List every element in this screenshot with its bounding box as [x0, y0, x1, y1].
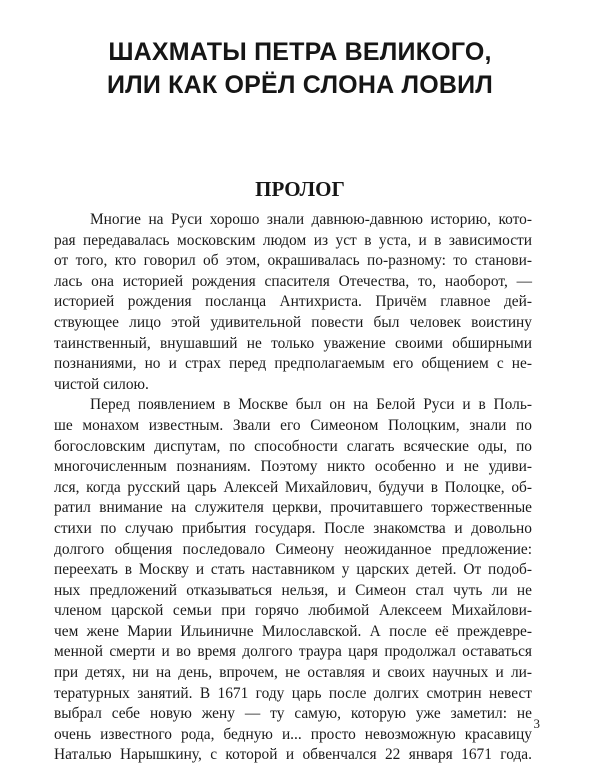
paragraph-line: богословским диспутам, по способности слагать всяческие оды, по: [54, 437, 532, 455]
paragraph-line: лась она историей рождения спасителя Отечества, то, наоборот, —: [54, 272, 532, 290]
paragraph-line: при детях, ни на день, впрочем, не оставляя и своих научных и ли-: [54, 664, 532, 682]
paragraph-line: историей рождения посланца Антихриста. Причём главное дей-: [54, 293, 532, 311]
paragraph-line: ратил внимание на служителя церкви, прочитавшего торжественные: [54, 499, 532, 517]
paragraph-line: Перед появлением в Москве был он на Белой Руси и в Поль-: [90, 396, 532, 414]
book-chapter-title: [0, 36, 600, 102]
paragraph-line: многочисленным познаниям. Поэтому никто особенно и не удиви-: [54, 458, 532, 476]
paragraph-line: выбрал себе новую жену — ту самую, которую уже заметил: не: [54, 705, 532, 723]
paragraph-line: долгого общения последовало Симеону неожиданное предложение:: [54, 540, 532, 558]
paragraph-line: стихи по случаю прибытия государя. После знакомства и довольно: [54, 519, 532, 537]
paragraph-line: менной смерти и во время долгого траура царя продолжал оставаться: [54, 643, 532, 661]
page-number: 3: [533, 716, 540, 731]
paragraph-line: чистой силою.: [54, 375, 149, 393]
paragraph-line: ше монахом известным. Звали его Симеоном Полоцким, знали по: [54, 416, 532, 434]
paragraph-line: ных предложений отказываться нельзя, и Симеон стал чуть ли не: [54, 581, 532, 599]
section-heading: ПРОЛОГ: [255, 177, 345, 201]
paragraph-line: членом царской семьи при горячо любимой Алексеем Михайлови-: [54, 602, 532, 620]
paragraph-line: чем жене Марии Ильиничне Милославской. А после её преждевре-: [54, 622, 532, 640]
paragraph-line: Наталью Нарышкину, с которой и обвенчался 22 января 1671 года.: [54, 746, 532, 764]
paragraph-2: [54, 395, 532, 766]
paragraph-line: ствующее лицо этой удивительной повести был человек воистину: [54, 313, 532, 331]
paragraph-line: Многие на Руси хорошо знали давнюю-давнюю историю, кото-: [90, 211, 532, 228]
paragraph-line: лся, когда русский царь Алексей Михайлович, будучи в Полоцке, об-: [54, 478, 532, 496]
paragraph-line: переехать в Москву и стать наставником у царских детей. От подоб-: [54, 561, 532, 579]
paragraph-line: познаниями, но и страх перед предполагаемым его общением с не-: [54, 355, 532, 373]
paragraph-line: рая передавалась московским людом из уст в уста, и в зависимости: [54, 231, 532, 249]
paragraph-line: очень известного рода, бедную и... просто невозможную красавицу: [54, 725, 532, 743]
chapter-body: [54, 210, 532, 766]
paragraph-line: таинственный, внушавший не только уважение своими обширными: [54, 334, 532, 352]
paragraph-line: от того, кто говорил об этом, окрашивалась по-разному: то станови-: [54, 252, 532, 270]
title-line-2: ИЛИ КАК ОРЁЛ СЛОНА ЛОВИЛ: [106, 71, 494, 99]
paragraph-1: [54, 210, 532, 395]
title-line-1: ШАХМАТЫ ПЕТРА ВЕЛИКОГО,: [108, 38, 492, 66]
paragraph-line: тературных занятий. В 1671 году царь после долгих смотрин невест: [54, 684, 532, 702]
